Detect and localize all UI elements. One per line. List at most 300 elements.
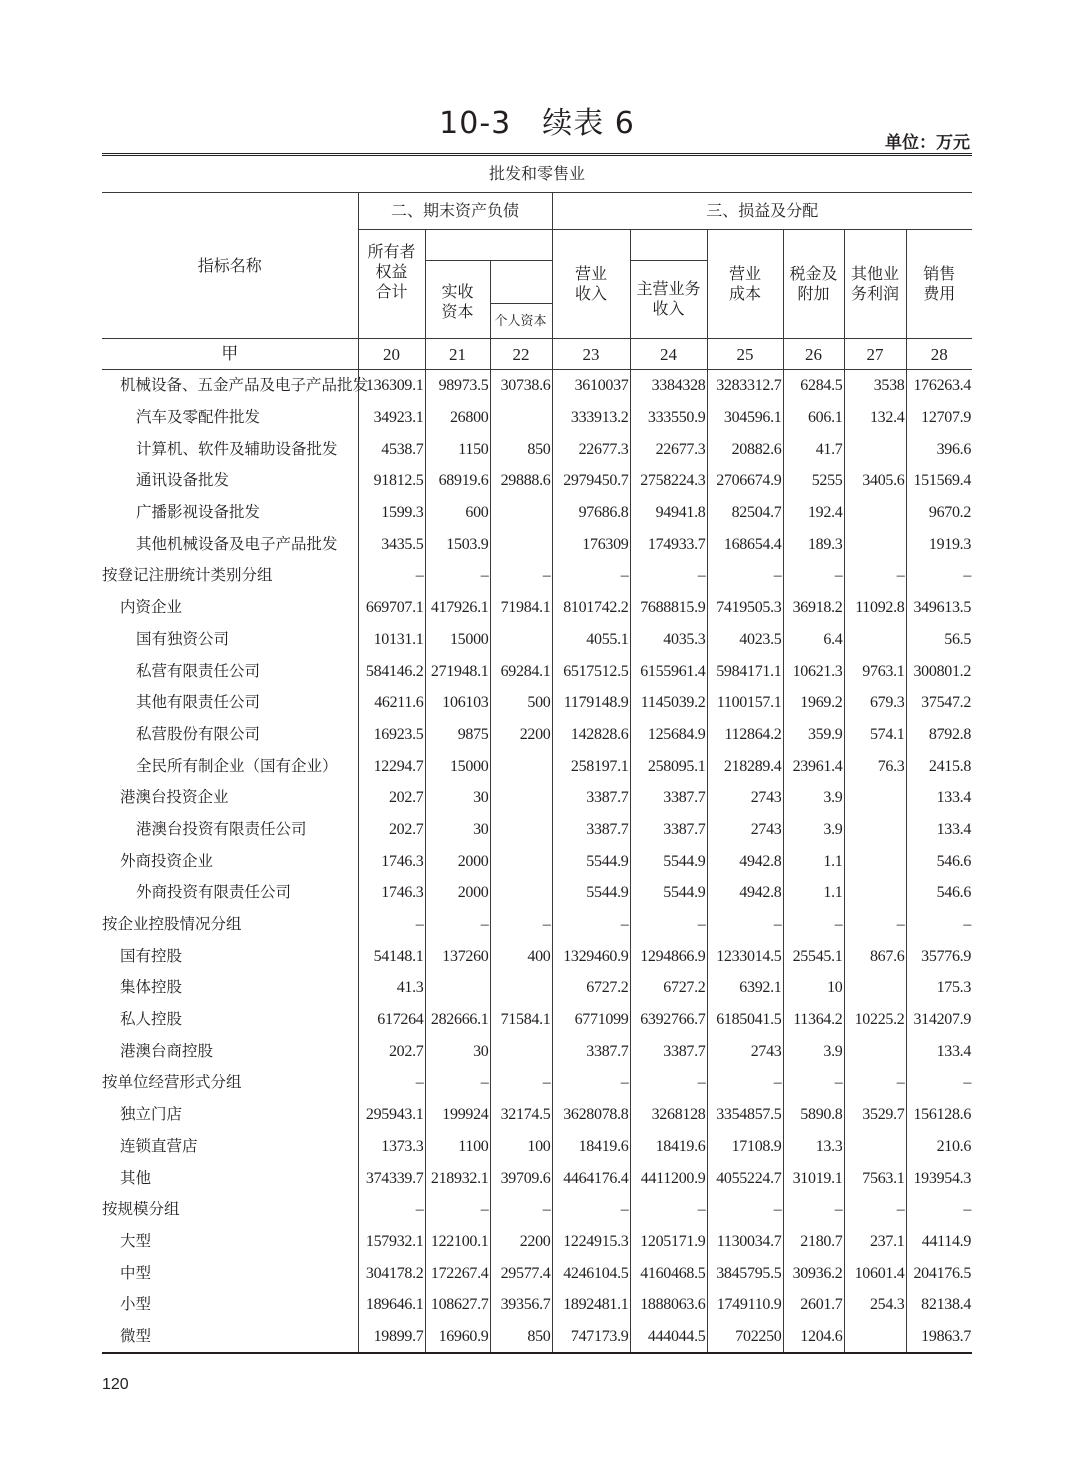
- cell-col28: 349613.5: [906, 592, 972, 624]
- cell-col21: 218932.1: [425, 1162, 490, 1194]
- cell-col23: –: [552, 560, 630, 592]
- code-label: 甲: [102, 339, 358, 370]
- cell-col24: 125684.9: [630, 719, 707, 751]
- cell-col25: 112864.2: [707, 719, 783, 751]
- table-row: [102, 655, 972, 687]
- industry-header: 批发和零售业: [102, 155, 972, 193]
- col28-header: 销售 费用: [906, 230, 972, 339]
- cell-col23: 6517512.5: [552, 655, 630, 687]
- cell-col26: 3.9: [783, 1035, 844, 1067]
- cell-col27: [844, 624, 906, 656]
- cell-col27: 3529.7: [844, 1099, 906, 1131]
- cell-col25: –: [707, 909, 783, 941]
- cell-col23: –: [552, 1067, 630, 1099]
- row-name: 其他有限责任公司: [136, 693, 261, 712]
- cell-col25: 218289.4: [707, 750, 783, 782]
- cell-col26: 2180.7: [783, 1226, 844, 1258]
- cell-col28: 210.6: [906, 1131, 972, 1163]
- table-row: [102, 687, 972, 719]
- row-name: 港澳台商控股: [120, 1041, 214, 1060]
- cell-col25: –: [707, 1194, 783, 1226]
- table-row: [102, 1257, 972, 1289]
- cell-col23: 1224915.3: [552, 1226, 630, 1258]
- cell-col26: 1204.6: [783, 1321, 844, 1354]
- cell-col28: 175.3: [906, 972, 972, 1004]
- table-row: [102, 497, 972, 529]
- row-name: 微型: [120, 1326, 152, 1345]
- cell-col28: 314207.9: [906, 1004, 972, 1036]
- cell-col24: 3268128: [630, 1099, 707, 1131]
- cell-col23: 3387.7: [552, 782, 630, 814]
- cell-col23: 4055.1: [552, 624, 630, 656]
- row-name: 广播影视设备批发: [136, 503, 261, 522]
- cell-col28: 193954.3: [906, 1162, 972, 1194]
- cell-col25: 168654.4: [707, 528, 783, 560]
- row-name: 私营有限责任公司: [136, 661, 261, 680]
- code-28: 28: [906, 339, 972, 370]
- cell-col23: 5544.9: [552, 877, 630, 909]
- cell-col25: 7419505.3: [707, 592, 783, 624]
- cell-col20: 34923.1: [358, 402, 425, 434]
- cell-col21: 172267.4: [425, 1257, 490, 1289]
- cell-col26: 25545.1: [783, 940, 844, 972]
- cell-col25: 4942.8: [707, 845, 783, 877]
- code-22: 22: [490, 339, 552, 370]
- cell-col20: 1373.3: [358, 1131, 425, 1163]
- row-name: 其他: [120, 1168, 152, 1187]
- cell-col21: 2000: [425, 845, 490, 877]
- cell-col24: –: [630, 1194, 707, 1226]
- cell-col28: 44114.9: [906, 1226, 972, 1258]
- cell-col24: 3387.7: [630, 814, 707, 846]
- cell-col27: [844, 528, 906, 560]
- cell-col20: 617264: [358, 1004, 425, 1036]
- cell-col21: 600: [425, 497, 490, 529]
- cell-col25: 1130034.7: [707, 1226, 783, 1258]
- cell-col21: [425, 972, 490, 1004]
- cell-col21: 1100: [425, 1131, 490, 1163]
- cell-col24: 5544.9: [630, 845, 707, 877]
- cell-col26: –: [783, 1194, 844, 1226]
- row-name: 内资企业: [120, 598, 183, 617]
- row-name: 私营股份有限公司: [136, 724, 261, 743]
- cell-col20: 3435.5: [358, 528, 425, 560]
- cell-col27: [844, 1035, 906, 1067]
- cell-col25: 2743: [707, 782, 783, 814]
- table-row: [102, 1004, 972, 1036]
- cell-col25: 5984171.1: [707, 655, 783, 687]
- cell-col20: 16923.5: [358, 719, 425, 751]
- cell-col20: –: [358, 909, 425, 941]
- cell-col21: 30: [425, 814, 490, 846]
- cell-col24: 6155961.4: [630, 655, 707, 687]
- cell-col26: 2601.7: [783, 1289, 844, 1321]
- cell-col21: 15000: [425, 624, 490, 656]
- row-name: 外商投资有限责任公司: [136, 883, 292, 902]
- cell-col26: 31019.1: [783, 1162, 844, 1194]
- cell-col22: 500: [490, 687, 552, 719]
- cell-col21: 30: [425, 782, 490, 814]
- table-row: [102, 909, 972, 941]
- table-row: [102, 750, 972, 782]
- cell-col26: 6.4: [783, 624, 844, 656]
- cell-col27: [844, 877, 906, 909]
- row-name: 通讯设备批发: [136, 471, 230, 490]
- cell-col28: 204176.5: [906, 1257, 972, 1289]
- cell-col20: 136309.1: [358, 370, 425, 402]
- statistics-table: [102, 153, 972, 1354]
- cell-col28: 37547.2: [906, 687, 972, 719]
- row-name: 按企业控股情况分组: [102, 915, 242, 934]
- cell-col20: 202.7: [358, 814, 425, 846]
- cell-col22: [490, 782, 552, 814]
- cell-col22: –: [490, 1067, 552, 1099]
- cell-col27: –: [844, 560, 906, 592]
- cell-col26: 359.9: [783, 719, 844, 751]
- table-row: [102, 624, 972, 656]
- cell-col23: 6727.2: [552, 972, 630, 1004]
- cell-col22: 400: [490, 940, 552, 972]
- table-row: [102, 719, 972, 751]
- cell-col24: 258095.1: [630, 750, 707, 782]
- cell-col23: 1179148.9: [552, 687, 630, 719]
- code-25: 25: [707, 339, 783, 370]
- cell-col22: –: [490, 909, 552, 941]
- cell-col23: 6771099: [552, 1004, 630, 1036]
- cell-col21: 98973.5: [425, 370, 490, 402]
- row-name: 外商投资企业: [120, 851, 214, 870]
- code-23: 23: [552, 339, 630, 370]
- cell-col27: 10225.2: [844, 1004, 906, 1036]
- row-name: 按登记注册统计类别分组: [102, 566, 273, 585]
- cell-col26: 10621.3: [783, 655, 844, 687]
- cell-col22: [490, 624, 552, 656]
- cell-col28: 82138.4: [906, 1289, 972, 1321]
- cell-col20: 202.7: [358, 1035, 425, 1067]
- table-row: [102, 402, 972, 434]
- indicator-name-header: 指标名称: [102, 193, 358, 339]
- cell-col23: 1892481.1: [552, 1289, 630, 1321]
- cell-col24: 1145039.2: [630, 687, 707, 719]
- group-profit-header: 三、损益及分配: [552, 193, 972, 230]
- cell-col25: 2743: [707, 1035, 783, 1067]
- cell-col26: 189.3: [783, 528, 844, 560]
- cell-col22: 29888.6: [490, 465, 552, 497]
- code-21: 21: [425, 339, 490, 370]
- cell-col24: 6392766.7: [630, 1004, 707, 1036]
- cell-col26: 30936.2: [783, 1257, 844, 1289]
- row-name: 港澳台投资有限责任公司: [136, 819, 307, 838]
- cell-col28: 176263.4: [906, 370, 972, 402]
- cell-col25: 1233014.5: [707, 940, 783, 972]
- cell-col23: 3387.7: [552, 814, 630, 846]
- cell-col27: –: [844, 1067, 906, 1099]
- cell-col26: 36918.2: [783, 592, 844, 624]
- cell-col22: 39356.7: [490, 1289, 552, 1321]
- cell-col23: 5544.9: [552, 845, 630, 877]
- cell-col20: 295943.1: [358, 1099, 425, 1131]
- cell-col22: –: [490, 560, 552, 592]
- cell-col23: 3387.7: [552, 1035, 630, 1067]
- cell-col26: 10: [783, 972, 844, 1004]
- cell-col25: 1749110.9: [707, 1289, 783, 1321]
- cell-col27: 3405.6: [844, 465, 906, 497]
- cell-col27: [844, 1131, 906, 1163]
- cell-col22: [490, 845, 552, 877]
- cell-col25: 2743: [707, 814, 783, 846]
- cell-col25: –: [707, 1067, 783, 1099]
- cell-col27: 679.3: [844, 687, 906, 719]
- cell-col22: [490, 814, 552, 846]
- cell-col25: 4055224.7: [707, 1162, 783, 1194]
- cell-col28: 151569.4: [906, 465, 972, 497]
- page-number: 120: [102, 1376, 129, 1393]
- cell-col22: 71584.1: [490, 1004, 552, 1036]
- cell-col20: 41.3: [358, 972, 425, 1004]
- cell-col27: 9763.1: [844, 655, 906, 687]
- cell-col28: 396.6: [906, 433, 972, 465]
- cell-col27: [844, 433, 906, 465]
- cell-col23: –: [552, 1194, 630, 1226]
- unit-label: 单位：万元: [885, 133, 970, 153]
- cell-col21: 106103: [425, 687, 490, 719]
- cell-col21: 1503.9: [425, 528, 490, 560]
- row-name: 按规模分组: [102, 1200, 180, 1219]
- cell-col22: 2200: [490, 1226, 552, 1258]
- cell-col22: [490, 497, 552, 529]
- cell-col28: 546.6: [906, 845, 972, 877]
- table-row: [102, 1194, 972, 1226]
- cell-col28: 9670.2: [906, 497, 972, 529]
- cell-col27: [844, 782, 906, 814]
- cell-col25: 17108.9: [707, 1131, 783, 1163]
- cell-col25: 1100157.1: [707, 687, 783, 719]
- cell-col23: 97686.8: [552, 497, 630, 529]
- cell-col21: 1150: [425, 433, 490, 465]
- cell-col25: 3354857.5: [707, 1099, 783, 1131]
- col25-header: 营业 成本: [707, 230, 783, 339]
- cell-col26: 1.1: [783, 845, 844, 877]
- table-row: [102, 1226, 972, 1258]
- cell-col21: 30: [425, 1035, 490, 1067]
- cell-col20: 1599.3: [358, 497, 425, 529]
- cell-col27: 11092.8: [844, 592, 906, 624]
- table-row: [102, 1099, 972, 1131]
- cell-col24: 6727.2: [630, 972, 707, 1004]
- cell-col23: 258197.1: [552, 750, 630, 782]
- table-row: [102, 972, 972, 1004]
- cell-col24: 22677.3: [630, 433, 707, 465]
- col22-header: 个人资本: [494, 313, 547, 329]
- cell-col20: 1746.3: [358, 877, 425, 909]
- cell-col27: 3538: [844, 370, 906, 402]
- code-27: 27: [844, 339, 906, 370]
- row-name: 中型: [120, 1263, 152, 1282]
- row-name: 汽车及零配件批发: [136, 408, 261, 427]
- row-name: 连锁直营店: [120, 1136, 198, 1155]
- cell-col27: 237.1: [844, 1226, 906, 1258]
- cell-col21: 417926.1: [425, 592, 490, 624]
- cell-col26: 3.9: [783, 814, 844, 846]
- table-row: [102, 1035, 972, 1067]
- cell-col23: 2979450.7: [552, 465, 630, 497]
- cell-col22: [490, 402, 552, 434]
- cell-col25: 4023.5: [707, 624, 783, 656]
- cell-col27: 7563.1: [844, 1162, 906, 1194]
- cell-col21: 68919.6: [425, 465, 490, 497]
- cell-col22: 850: [490, 433, 552, 465]
- cell-col20: –: [358, 560, 425, 592]
- table-row: [102, 592, 972, 624]
- cell-col20: –: [358, 1067, 425, 1099]
- cell-col26: 23961.4: [783, 750, 844, 782]
- cell-col24: 7688815.9: [630, 592, 707, 624]
- cell-col24: 444044.5: [630, 1321, 707, 1354]
- cell-col23: 333913.2: [552, 402, 630, 434]
- table-row: [102, 1131, 972, 1163]
- cell-col24: 3384328: [630, 370, 707, 402]
- code-24: 24: [630, 339, 707, 370]
- table-row: [102, 1162, 972, 1194]
- col21-22-spacer: [425, 230, 552, 261]
- cell-col25: 702250: [707, 1321, 783, 1354]
- cell-col27: –: [844, 909, 906, 941]
- cell-col27: 10601.4: [844, 1257, 906, 1289]
- cell-col25: 304596.1: [707, 402, 783, 434]
- row-name: 私人控股: [120, 1010, 183, 1029]
- table-body: [102, 370, 972, 1354]
- cell-col24: 1888063.6: [630, 1289, 707, 1321]
- cell-col22: 71984.1: [490, 592, 552, 624]
- cell-col22: 2200: [490, 719, 552, 751]
- cell-col21: 2000: [425, 877, 490, 909]
- cell-col28: –: [906, 909, 972, 941]
- row-name: 国有控股: [120, 946, 183, 965]
- cell-col23: 18419.6: [552, 1131, 630, 1163]
- table-row: [102, 1067, 972, 1099]
- cell-col25: 6185041.5: [707, 1004, 783, 1036]
- cell-col28: 133.4: [906, 782, 972, 814]
- cell-col21: 199924: [425, 1099, 490, 1131]
- cell-col27: 574.1: [844, 719, 906, 751]
- table-row: [102, 845, 972, 877]
- cell-col27: 254.3: [844, 1289, 906, 1321]
- cell-col22: –: [490, 1194, 552, 1226]
- cell-col23: 3610037: [552, 370, 630, 402]
- table-row: [102, 465, 972, 497]
- cell-col25: –: [707, 560, 783, 592]
- cell-col20: 46211.6: [358, 687, 425, 719]
- page-title: 10-3 续表 6: [439, 106, 635, 141]
- cell-col21: 26800: [425, 402, 490, 434]
- cell-col28: 8792.8: [906, 719, 972, 751]
- cell-col25: 2706674.9: [707, 465, 783, 497]
- cell-col25: 6392.1: [707, 972, 783, 1004]
- cell-col26: 606.1: [783, 402, 844, 434]
- cell-col27: [844, 972, 906, 1004]
- cell-col28: 133.4: [906, 814, 972, 846]
- cell-col20: 304178.2: [358, 1257, 425, 1289]
- col20-header: 所有者 权益 合计: [358, 230, 425, 339]
- cell-col27: [844, 497, 906, 529]
- cell-col22: 39709.6: [490, 1162, 552, 1194]
- table-row: [102, 560, 972, 592]
- cell-col21: –: [425, 560, 490, 592]
- cell-col23: 22677.3: [552, 433, 630, 465]
- cell-col24: –: [630, 560, 707, 592]
- table-row: [102, 814, 972, 846]
- cell-col28: 19863.7: [906, 1321, 972, 1354]
- cell-col23: 176309: [552, 528, 630, 560]
- cell-col20: 189646.1: [358, 1289, 425, 1321]
- cell-col28: 133.4: [906, 1035, 972, 1067]
- cell-col21: 122100.1: [425, 1226, 490, 1258]
- cell-col20: 54148.1: [358, 940, 425, 972]
- cell-col26: 3.9: [783, 782, 844, 814]
- cell-col21: 282666.1: [425, 1004, 490, 1036]
- row-name: 其他机械设备及电子产品批发: [136, 534, 338, 553]
- col26-header: 税金及 附加: [783, 230, 844, 339]
- col21-header: 实收 资本: [425, 260, 490, 338]
- cell-col21: 108627.7: [425, 1289, 490, 1321]
- cell-col24: 94941.8: [630, 497, 707, 529]
- cell-col28: –: [906, 1194, 972, 1226]
- cell-col26: –: [783, 909, 844, 941]
- table-row: [102, 1289, 972, 1321]
- row-name: 全民所有制企业（国有企业）: [136, 756, 338, 775]
- cell-col22: 32174.5: [490, 1099, 552, 1131]
- cell-col24: 18419.6: [630, 1131, 707, 1163]
- cell-col27: 867.6: [844, 940, 906, 972]
- cell-col22: 30738.6: [490, 370, 552, 402]
- table-row: [102, 370, 972, 402]
- cell-col20: 157932.1: [358, 1226, 425, 1258]
- cell-col28: 56.5: [906, 624, 972, 656]
- cell-col26: 41.7: [783, 433, 844, 465]
- cell-col26: 192.4: [783, 497, 844, 529]
- cell-col27: [844, 814, 906, 846]
- cell-col23: 142828.6: [552, 719, 630, 751]
- cell-col28: –: [906, 1067, 972, 1099]
- row-name: 小型: [120, 1295, 152, 1314]
- row-name: 机械设备、五金产品及电子产品批发: [120, 376, 369, 395]
- cell-col20: 1746.3: [358, 845, 425, 877]
- col27-header: 其他业 务利润: [844, 230, 906, 339]
- cell-col27: 132.4: [844, 402, 906, 434]
- cell-col24: 4411200.9: [630, 1162, 707, 1194]
- cell-col26: 1969.2: [783, 687, 844, 719]
- row-name: 国有独资公司: [136, 629, 230, 648]
- cell-col24: 4160468.5: [630, 1257, 707, 1289]
- col23-header: 营业 收入: [552, 230, 630, 339]
- cell-col28: 300801.2: [906, 655, 972, 687]
- cell-col20: 202.7: [358, 782, 425, 814]
- cell-col21: –: [425, 1067, 490, 1099]
- table-row: [102, 433, 972, 465]
- cell-col23: 747173.9: [552, 1321, 630, 1354]
- table-row: [102, 877, 972, 909]
- cell-col24: 2758224.3: [630, 465, 707, 497]
- cell-col24: –: [630, 909, 707, 941]
- cell-col27: 76.3: [844, 750, 906, 782]
- cell-col28: 156128.6: [906, 1099, 972, 1131]
- cell-col28: 1919.3: [906, 528, 972, 560]
- cell-col22: 29577.4: [490, 1257, 552, 1289]
- cell-col24: 1294866.9: [630, 940, 707, 972]
- table-row: [102, 528, 972, 560]
- cell-col21: –: [425, 909, 490, 941]
- cell-col28: 546.6: [906, 877, 972, 909]
